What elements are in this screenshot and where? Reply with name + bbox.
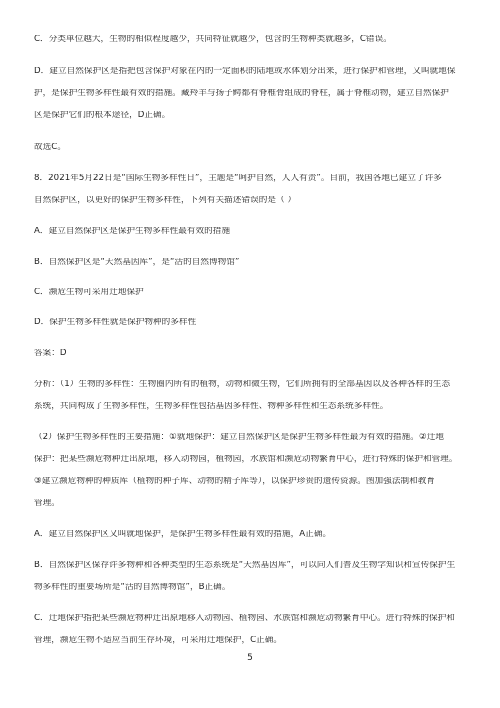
text-line: 管理。 (34, 499, 60, 508)
explanation-c: C．迁地保护指把某些濒危物种迁出原地移入动物园、植物园、水族馆和濒危动物繁育中心。进行特殊的保护和 (34, 614, 455, 623)
text-line: 护，是保护生物多样性最有效的措施。藏羚羊与扬子鳄都有脊椎骨组成的脊柱，属于脊椎动物，建立自然保护 (34, 89, 449, 98)
answer-line: 答案：D (34, 349, 67, 358)
option-b: B．自然保护区是“天然基因库”，是“活的自然博物馆” (34, 258, 240, 267)
measures-line: （2）保护生物多样性的主要措施：①就地保护：建立自然保护区是保护生物多样性最为有效的措施。②迁地 (34, 433, 444, 442)
text-line: 系统，共同构成了生物多样性，生物多样性包括基因多样性、物种多样性和生态系统多样性。 (34, 402, 389, 411)
text-line-option-d-explanation: D．建立自然保护区是指把包含保护对象在内的一定面积的陆地或水体划分出来，进行保护和管理，又叫就地保 (34, 67, 456, 76)
text-line-option-c-explanation: C．分类单位越大，生物的相似程度越少，共同特征就越少，包含的生物种类就越多，C错误。 (34, 35, 392, 44)
question-8-stem: 8．2021年5月22日是“国际生物多样性日”，主题是“呵护自然，人人有责”。目前，我国各地已建立了许多 (34, 174, 442, 183)
option-c: C．濒危生物可采用迁地保护 (34, 288, 144, 297)
text-line: 管理，濒危生物不适应当前生存环境，可采用迁地保护，C正确。 (34, 636, 283, 645)
text-line: 物多样性的重要场所是“活的自然博物馆”，B正确。 (34, 583, 231, 592)
text-line: 区是保护它们的根本途径，D正确。 (34, 111, 171, 120)
explanation-a: A．建立自然保护区又叫就地保护，是保护生物多样性最有效的措施，A正确。 (34, 530, 332, 539)
answer-choice-line: 故选C。 (34, 143, 66, 152)
text-line: 保护：把某些濒危物种迁出原地，移入动物园，植物园，水族馆和濒危动物繁育中心，进行特殊的保护和管理。 (34, 455, 458, 464)
option-d: D．保护生物多样性就是保护物种的多样性 (34, 318, 197, 327)
text-line: ③建立濒危物种的种质库（植物的种子库、动物的精子库等），以保护珍贵的遗传资源。图加强法制和教育 (34, 477, 436, 486)
option-a: A．建立自然保护区是保护生物多样性最有效的措施 (34, 227, 231, 236)
page-number: 5 (247, 653, 253, 663)
explanation-b: B．自然保护区保存许多物种和各种类型的生态系统是“天然基因库”，可以向人们普及生物学知识和宣传保护生 (34, 561, 456, 570)
analysis-line: 分析：（1）生物的多样性：生物圈内所有的植物，动物和微生物，它们所拥有的全部基因以及各种各样的生态 (34, 380, 451, 389)
question-8-stem-cont: 自然保护区，以更好的保护生物多样性，下列有关描述错误的是（ ） (34, 196, 297, 205)
